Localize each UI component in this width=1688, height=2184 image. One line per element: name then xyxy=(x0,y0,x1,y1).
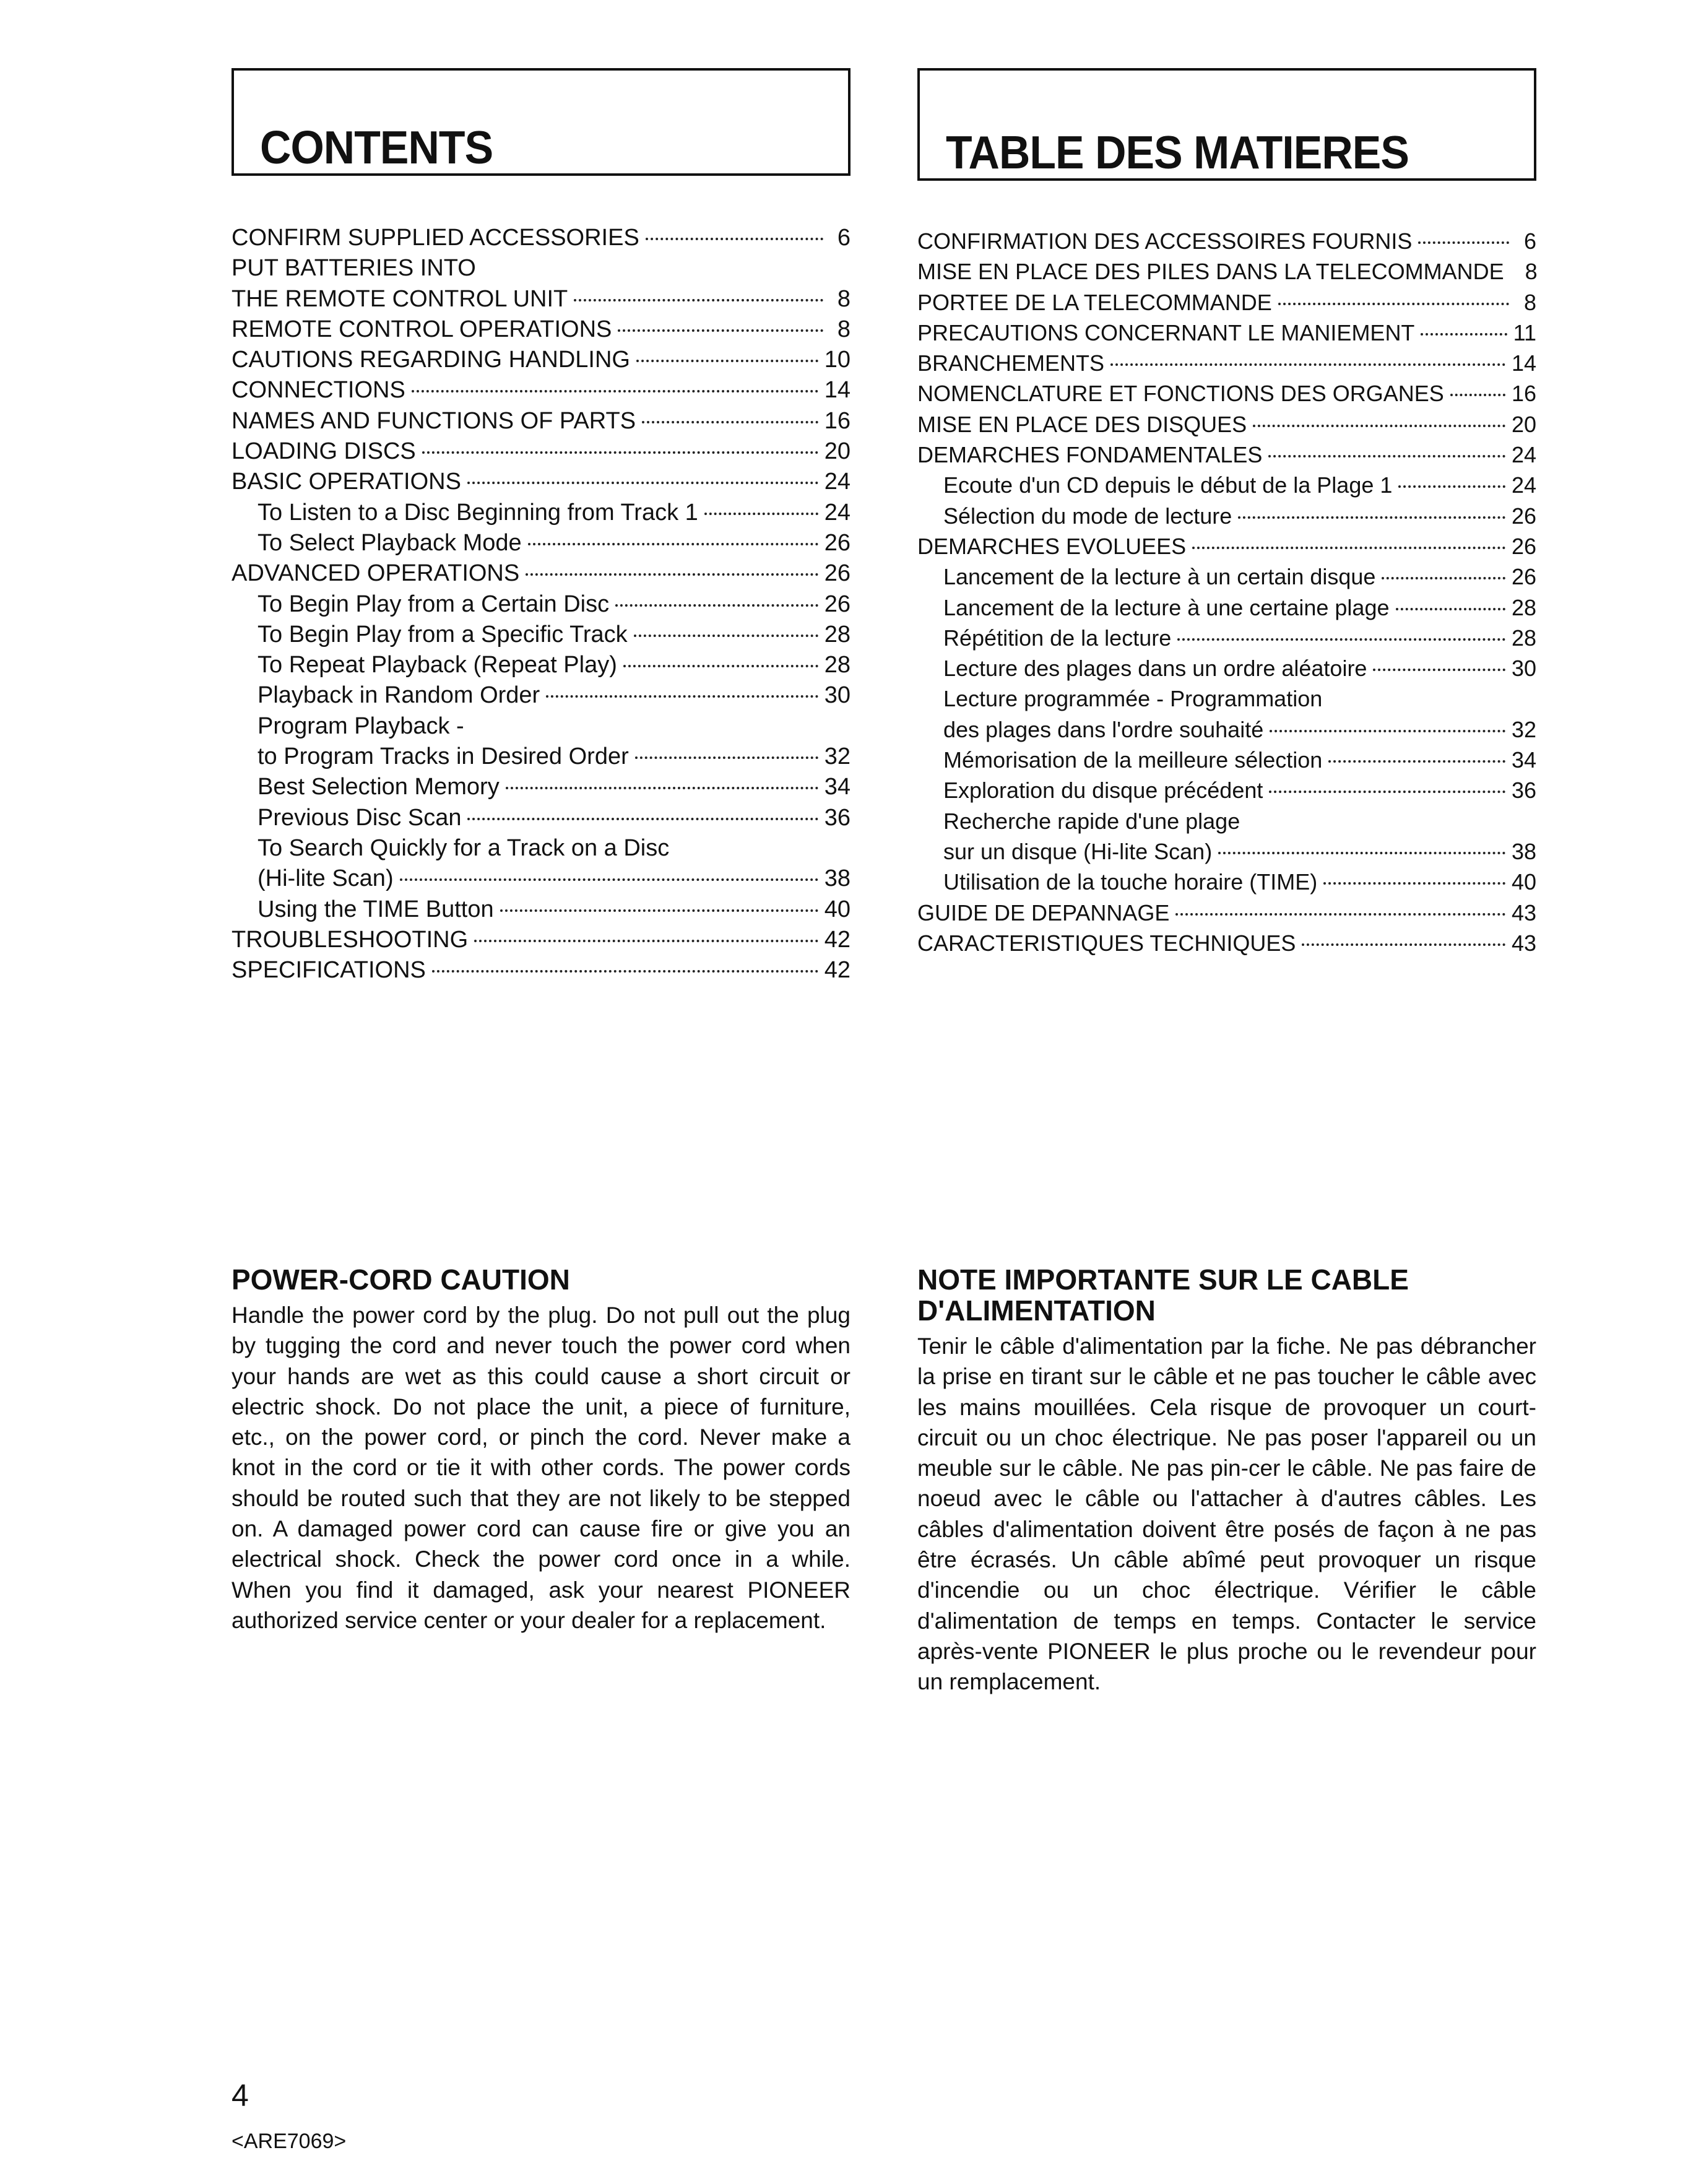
toc-entry-label: Exploration du disque précédent xyxy=(943,778,1263,804)
toc-entry xyxy=(917,623,1536,653)
toc-entry-label: To Select Playback Mode xyxy=(258,529,522,556)
note-importante-heading-line2: D'ALIMENTATION xyxy=(917,1294,1156,1327)
toc-dot-leader xyxy=(1270,730,1505,732)
toc-entry-page: 26 xyxy=(824,591,850,617)
toc-entry-page: 26 xyxy=(824,529,850,556)
toc-entry-page: 8 xyxy=(1525,259,1538,285)
toc-entry xyxy=(917,745,1536,775)
toc-entry-label: Utilisation de la touche horaire (TIME) xyxy=(943,869,1318,895)
toc-entry xyxy=(232,284,850,314)
toc-entry-label: des plages dans l'ordre souhaité xyxy=(943,716,1264,742)
toc-entry xyxy=(232,711,850,742)
toc-entry-label: CONNECTIONS xyxy=(232,377,405,404)
note-importante-body: Tenir le câble d'alimentation par la fiche. Ne pas débrancher la prise en tirant sur le câble et ne pas toucher le câble avec les mains mouillées. Cela risque de provoquer un court-circuit ou un choc électrique. Ne pas poser l'appareil ou un meuble sur le câble. Ne pas pin-cer le câble. Ne pas faire de noeud avec le câble ou l'attacher à d'autres câbles. Les câbles d'alimentation doivent être posés de façon à ne pas être écrasés. Un câble abîmé peut provoquer un risque d'incendie ou un choc électrique. Vérifier le câble d'alimentation de temps en temps. Contacter le service après-vente PIONEER le plus proche ou le revendeur pour un remplacement. xyxy=(917,1333,1536,1695)
toc-entry xyxy=(917,501,1536,531)
toc-entry-page: 8 xyxy=(837,316,850,342)
toc-entry xyxy=(917,378,1536,409)
toc-entry-label: THE REMOTE CONTROL UNIT xyxy=(232,285,568,312)
toc-entry-page: 28 xyxy=(1511,625,1536,651)
toc-dot-leader xyxy=(1192,547,1505,549)
toc-entry xyxy=(917,928,1536,958)
toc-entry-label: BRANCHEMENTS xyxy=(917,350,1105,376)
toc-entry-page: 26 xyxy=(824,560,850,587)
toc-entry xyxy=(232,498,850,528)
toc-entry-page: 16 xyxy=(824,407,850,434)
toc-entry-label: Recherche rapide d'une plage xyxy=(943,808,1240,834)
toc-dot-leader xyxy=(506,787,818,789)
toc-entry-page: 24 xyxy=(1511,472,1536,498)
toc-entry-page: 32 xyxy=(824,743,850,770)
note-importante-section xyxy=(917,1264,1536,1697)
toc-entry-page: 26 xyxy=(1511,503,1536,529)
toc-entry xyxy=(917,318,1536,348)
toc-dot-leader xyxy=(1398,485,1505,488)
toc-entry-page: 34 xyxy=(1511,747,1536,773)
toc-entry-page: 28 xyxy=(824,652,850,678)
toc-entry xyxy=(917,531,1536,561)
toc-entry xyxy=(232,558,850,589)
toc-entry xyxy=(232,833,850,864)
note-importante-heading xyxy=(917,1264,1536,1326)
toc-entry xyxy=(917,440,1536,470)
toc-entry-page: 24 xyxy=(824,499,850,526)
toc-dot-leader xyxy=(618,329,823,332)
toc-entry-label: Mémorisation de la meilleure sélection xyxy=(943,747,1323,773)
toc-entry-label: MISE EN PLACE DES DISQUES xyxy=(917,411,1247,437)
toc-entry xyxy=(232,772,850,802)
toc-entry xyxy=(917,348,1536,378)
toc-entry xyxy=(232,375,850,405)
toc-dot-leader xyxy=(1238,516,1505,519)
toc-entry xyxy=(917,836,1536,867)
toc-entry-label: NAMES AND FUNCTIONS OF PARTS xyxy=(232,407,636,434)
toc-entry-page: 42 xyxy=(824,926,850,953)
toc-dot-leader xyxy=(1278,303,1509,305)
power-cord-caution-heading: POWER-CORD CAUTION xyxy=(232,1263,570,1296)
toc-dot-leader xyxy=(1323,882,1505,885)
toc-entry-page: 6 xyxy=(837,225,850,251)
toc-entry xyxy=(232,528,850,558)
toc-entry-page: 6 xyxy=(1523,228,1536,254)
toc-entry-label: PRECAUTIONS CONCERNANT LE MANIEMENT xyxy=(917,319,1415,345)
toc-entry-page: 11 xyxy=(1513,319,1536,345)
toc-dot-leader xyxy=(467,482,818,484)
toc-entry xyxy=(917,898,1536,928)
toc-entry-page: 36 xyxy=(824,804,850,831)
toc-dot-leader xyxy=(1421,333,1507,336)
document-code: <ARE7069> xyxy=(232,2130,347,2153)
toc-entry xyxy=(232,955,850,986)
toc-entry-page: 20 xyxy=(824,438,850,465)
toc-entry-page: 20 xyxy=(1511,411,1536,437)
toc-entry xyxy=(917,592,1536,623)
toc-entry-label: to Program Tracks in Desired Order xyxy=(258,743,629,770)
contents-title-box xyxy=(232,68,850,176)
toc-entry-page: 14 xyxy=(1511,350,1536,376)
toc-dot-leader xyxy=(1450,394,1505,396)
toc-dot-leader xyxy=(1373,669,1505,671)
contents-list xyxy=(232,223,850,986)
toc-entry xyxy=(232,864,850,894)
toc-entry-label: Lecture programmée - Programmation xyxy=(943,686,1323,712)
toc-dot-leader xyxy=(400,878,818,881)
page-number: 4 xyxy=(232,2078,249,2113)
toc-entry-page: 30 xyxy=(824,682,850,709)
toc-entry-label: TROUBLESHOOTING xyxy=(232,926,469,953)
toc-dot-leader xyxy=(1218,852,1505,854)
toc-entry xyxy=(232,680,850,711)
toc-entry-page: 43 xyxy=(1511,899,1536,925)
table-des-matieres-title: TABLE DES MATIERES xyxy=(946,126,1409,178)
toc-entry-label: Lecture des plages dans un ordre aléatoire xyxy=(943,656,1367,682)
toc-dot-leader xyxy=(546,695,818,698)
toc-entry-page: 36 xyxy=(1511,778,1536,804)
toc-dot-leader xyxy=(474,940,818,942)
toc-entry xyxy=(232,650,850,680)
toc-entry-page: 16 xyxy=(1511,381,1536,407)
toc-entry xyxy=(232,406,850,436)
toc-dot-leader xyxy=(412,390,818,392)
toc-entry-label: To Begin Play from a Specific Track xyxy=(258,621,628,648)
toc-entry-page: 8 xyxy=(1523,289,1536,315)
toc-entry xyxy=(232,436,850,467)
toc-entry-label: CONFIRM SUPPLIED ACCESSORIES xyxy=(232,225,639,251)
toc-entry-label: LOADING DISCS xyxy=(232,438,416,465)
toc-entry-label: SPECIFICATIONS xyxy=(232,957,426,984)
toc-dot-leader xyxy=(623,665,818,667)
toc-entry-label: ADVANCED OPERATIONS xyxy=(232,560,520,587)
toc-entry-label: sur un disque (Hi-lite Scan) xyxy=(943,838,1213,864)
toc-dot-leader xyxy=(1302,943,1505,946)
toc-entry-label: To Listen to a Disc Beginning from Track 1 xyxy=(258,499,698,526)
toc-dot-leader xyxy=(528,543,818,545)
toc-entry xyxy=(917,806,1536,836)
toc-dot-leader xyxy=(1418,241,1509,244)
toc-entry xyxy=(232,467,850,497)
toc-entry xyxy=(917,226,1536,256)
toc-entry xyxy=(917,714,1536,745)
toc-entry-label: CONFIRMATION DES ACCESSOIRES FOURNIS xyxy=(917,228,1413,254)
toc-entry xyxy=(232,253,850,284)
toc-entry-page: 38 xyxy=(824,865,850,892)
toc-entry xyxy=(917,653,1536,683)
toc-entry-label: NOMENCLATURE ET FONCTIONS DES ORGANES xyxy=(917,381,1444,407)
toc-dot-leader xyxy=(526,573,818,576)
toc-entry-page: 28 xyxy=(1511,594,1536,620)
note-importante-heading-line1: NOTE IMPORTANTE SUR LE CABLE xyxy=(917,1263,1409,1296)
toc-entry-label: Program Playback - xyxy=(258,713,464,739)
toc-entry-page: 14 xyxy=(824,377,850,404)
toc-entry-page: 26 xyxy=(1511,533,1536,559)
toc-entry-label: (Hi-lite Scan) xyxy=(258,865,394,892)
toc-entry xyxy=(917,470,1536,500)
toc-dot-leader xyxy=(704,513,818,515)
power-cord-caution-section xyxy=(232,1264,850,1636)
toc-entry xyxy=(232,620,850,650)
toc-entry xyxy=(232,589,850,620)
toc-dot-leader xyxy=(1382,577,1505,579)
table-des-matieres-list xyxy=(917,226,1536,958)
toc-entry-label: Lancement de la lecture à un certain disque xyxy=(943,564,1376,590)
table-des-matieres-title-box xyxy=(917,68,1536,181)
toc-entry xyxy=(917,561,1536,592)
toc-dot-leader xyxy=(615,604,818,607)
toc-entry xyxy=(232,925,850,955)
toc-dot-leader xyxy=(422,451,818,454)
toc-entry-label: Best Selection Memory xyxy=(258,774,500,800)
toc-entry-label: DEMARCHES FONDAMENTALES xyxy=(917,442,1263,468)
toc-entry-page: 40 xyxy=(824,896,850,922)
toc-dot-leader xyxy=(500,909,818,912)
toc-dot-leader xyxy=(642,421,818,423)
toc-entry-label: PUT BATTERIES INTO xyxy=(232,255,476,282)
toc-entry-label: REMOTE CONTROL OPERATIONS xyxy=(232,316,612,342)
power-cord-caution-body: Handle the power cord by the plug. Do not pull out the plug by tugging the cord and never touch the power cord when your hands are wet as this could cause a short circuit or electric shock. Do not place the unit, a piece of furniture, etc., on the power cord, or pinch the cord. Never make a knot in the cord or tie it with other cords. The power cords should be routed such that they are not likely to be stepped on. A damaged power cord can cause fire or give you an electrical shock. Check the power cord once in a while. When you find it damaged, ask your nearest PIONEER authorized service center or your dealer for a replacement. xyxy=(232,1302,850,1633)
toc-dot-leader xyxy=(1175,913,1505,916)
toc-entry-label: DEMARCHES EVOLUEES xyxy=(917,533,1187,559)
toc-entry xyxy=(917,256,1536,287)
toc-dot-leader xyxy=(574,299,823,301)
toc-dot-leader xyxy=(635,756,818,759)
table-des-matieres-column xyxy=(917,68,1538,956)
toc-dot-leader xyxy=(1110,363,1505,366)
toc-entry-label: Ecoute d'un CD depuis le début de la Plage 1 xyxy=(943,472,1393,498)
toc-entry xyxy=(917,867,1536,897)
toc-entry xyxy=(232,345,850,375)
toc-entry xyxy=(917,287,1536,318)
toc-dot-leader xyxy=(1396,608,1505,610)
toc-entry-page: 28 xyxy=(824,621,850,648)
toc-entry-label: Lancement de la lecture à une certaine plage xyxy=(943,594,1390,620)
toc-entry-label: CAUTIONS REGARDING HANDLING xyxy=(232,347,630,373)
toc-entry xyxy=(917,409,1536,440)
toc-entry-page: 40 xyxy=(1511,869,1536,895)
toc-dot-leader xyxy=(1328,760,1505,763)
toc-entry-label: Playback in Random Order xyxy=(258,682,540,709)
toc-entry xyxy=(232,895,850,925)
toc-entry xyxy=(232,742,850,772)
toc-entry-page: 34 xyxy=(824,774,850,800)
toc-dot-leader xyxy=(1268,455,1505,457)
toc-entry-label: CARACTERISTIQUES TECHNIQUES xyxy=(917,930,1296,956)
toc-dot-leader xyxy=(1269,791,1505,793)
toc-entry-page: 10 xyxy=(824,347,850,373)
toc-entry-page: 38 xyxy=(1511,838,1536,864)
toc-dot-leader xyxy=(646,238,823,240)
toc-entry-page: 8 xyxy=(837,285,850,312)
toc-entry-label: MISE EN PLACE DES PILES DANS LA TELECOMMANDE xyxy=(917,259,1504,285)
toc-entry-label: Previous Disc Scan xyxy=(258,804,462,831)
toc-dot-leader xyxy=(1177,638,1505,641)
toc-dot-leader xyxy=(467,818,818,820)
toc-dot-leader xyxy=(1253,425,1505,427)
toc-entry-label: BASIC OPERATIONS xyxy=(232,469,461,495)
toc-dot-leader xyxy=(634,635,818,637)
toc-entry-page: 32 xyxy=(1511,716,1536,742)
toc-dot-leader xyxy=(636,360,818,362)
toc-entry-label: To Repeat Playback (Repeat Play) xyxy=(258,652,617,678)
toc-entry-page: 42 xyxy=(824,957,850,984)
toc-entry xyxy=(232,223,850,253)
toc-entry-page: 26 xyxy=(1511,564,1536,590)
toc-entry-label: Using the TIME Button xyxy=(258,896,494,922)
toc-entry-page: 24 xyxy=(1511,442,1536,468)
toc-entry-page: 30 xyxy=(1511,656,1536,682)
toc-entry xyxy=(232,803,850,833)
contents-title: CONTENTS xyxy=(260,121,493,173)
toc-entry xyxy=(232,314,850,345)
toc-entry xyxy=(917,683,1536,714)
contents-column xyxy=(232,68,850,984)
toc-entry-label: Sélection du mode de lecture xyxy=(943,503,1232,529)
toc-entry-label: To Begin Play from a Certain Disc xyxy=(258,591,610,617)
toc-entry-label: PORTEE DE LA TELECOMMANDE xyxy=(917,289,1272,315)
toc-entry-page: 43 xyxy=(1511,930,1536,956)
toc-dot-leader xyxy=(432,970,818,973)
toc-entry-label: Répétition de la lecture xyxy=(943,625,1172,651)
toc-entry-label: GUIDE DE DEPANNAGE xyxy=(917,899,1170,925)
toc-entry-page: 24 xyxy=(824,469,850,495)
toc-entry xyxy=(917,775,1536,805)
toc-entry-label: To Search Quickly for a Track on a Disc xyxy=(258,834,670,861)
